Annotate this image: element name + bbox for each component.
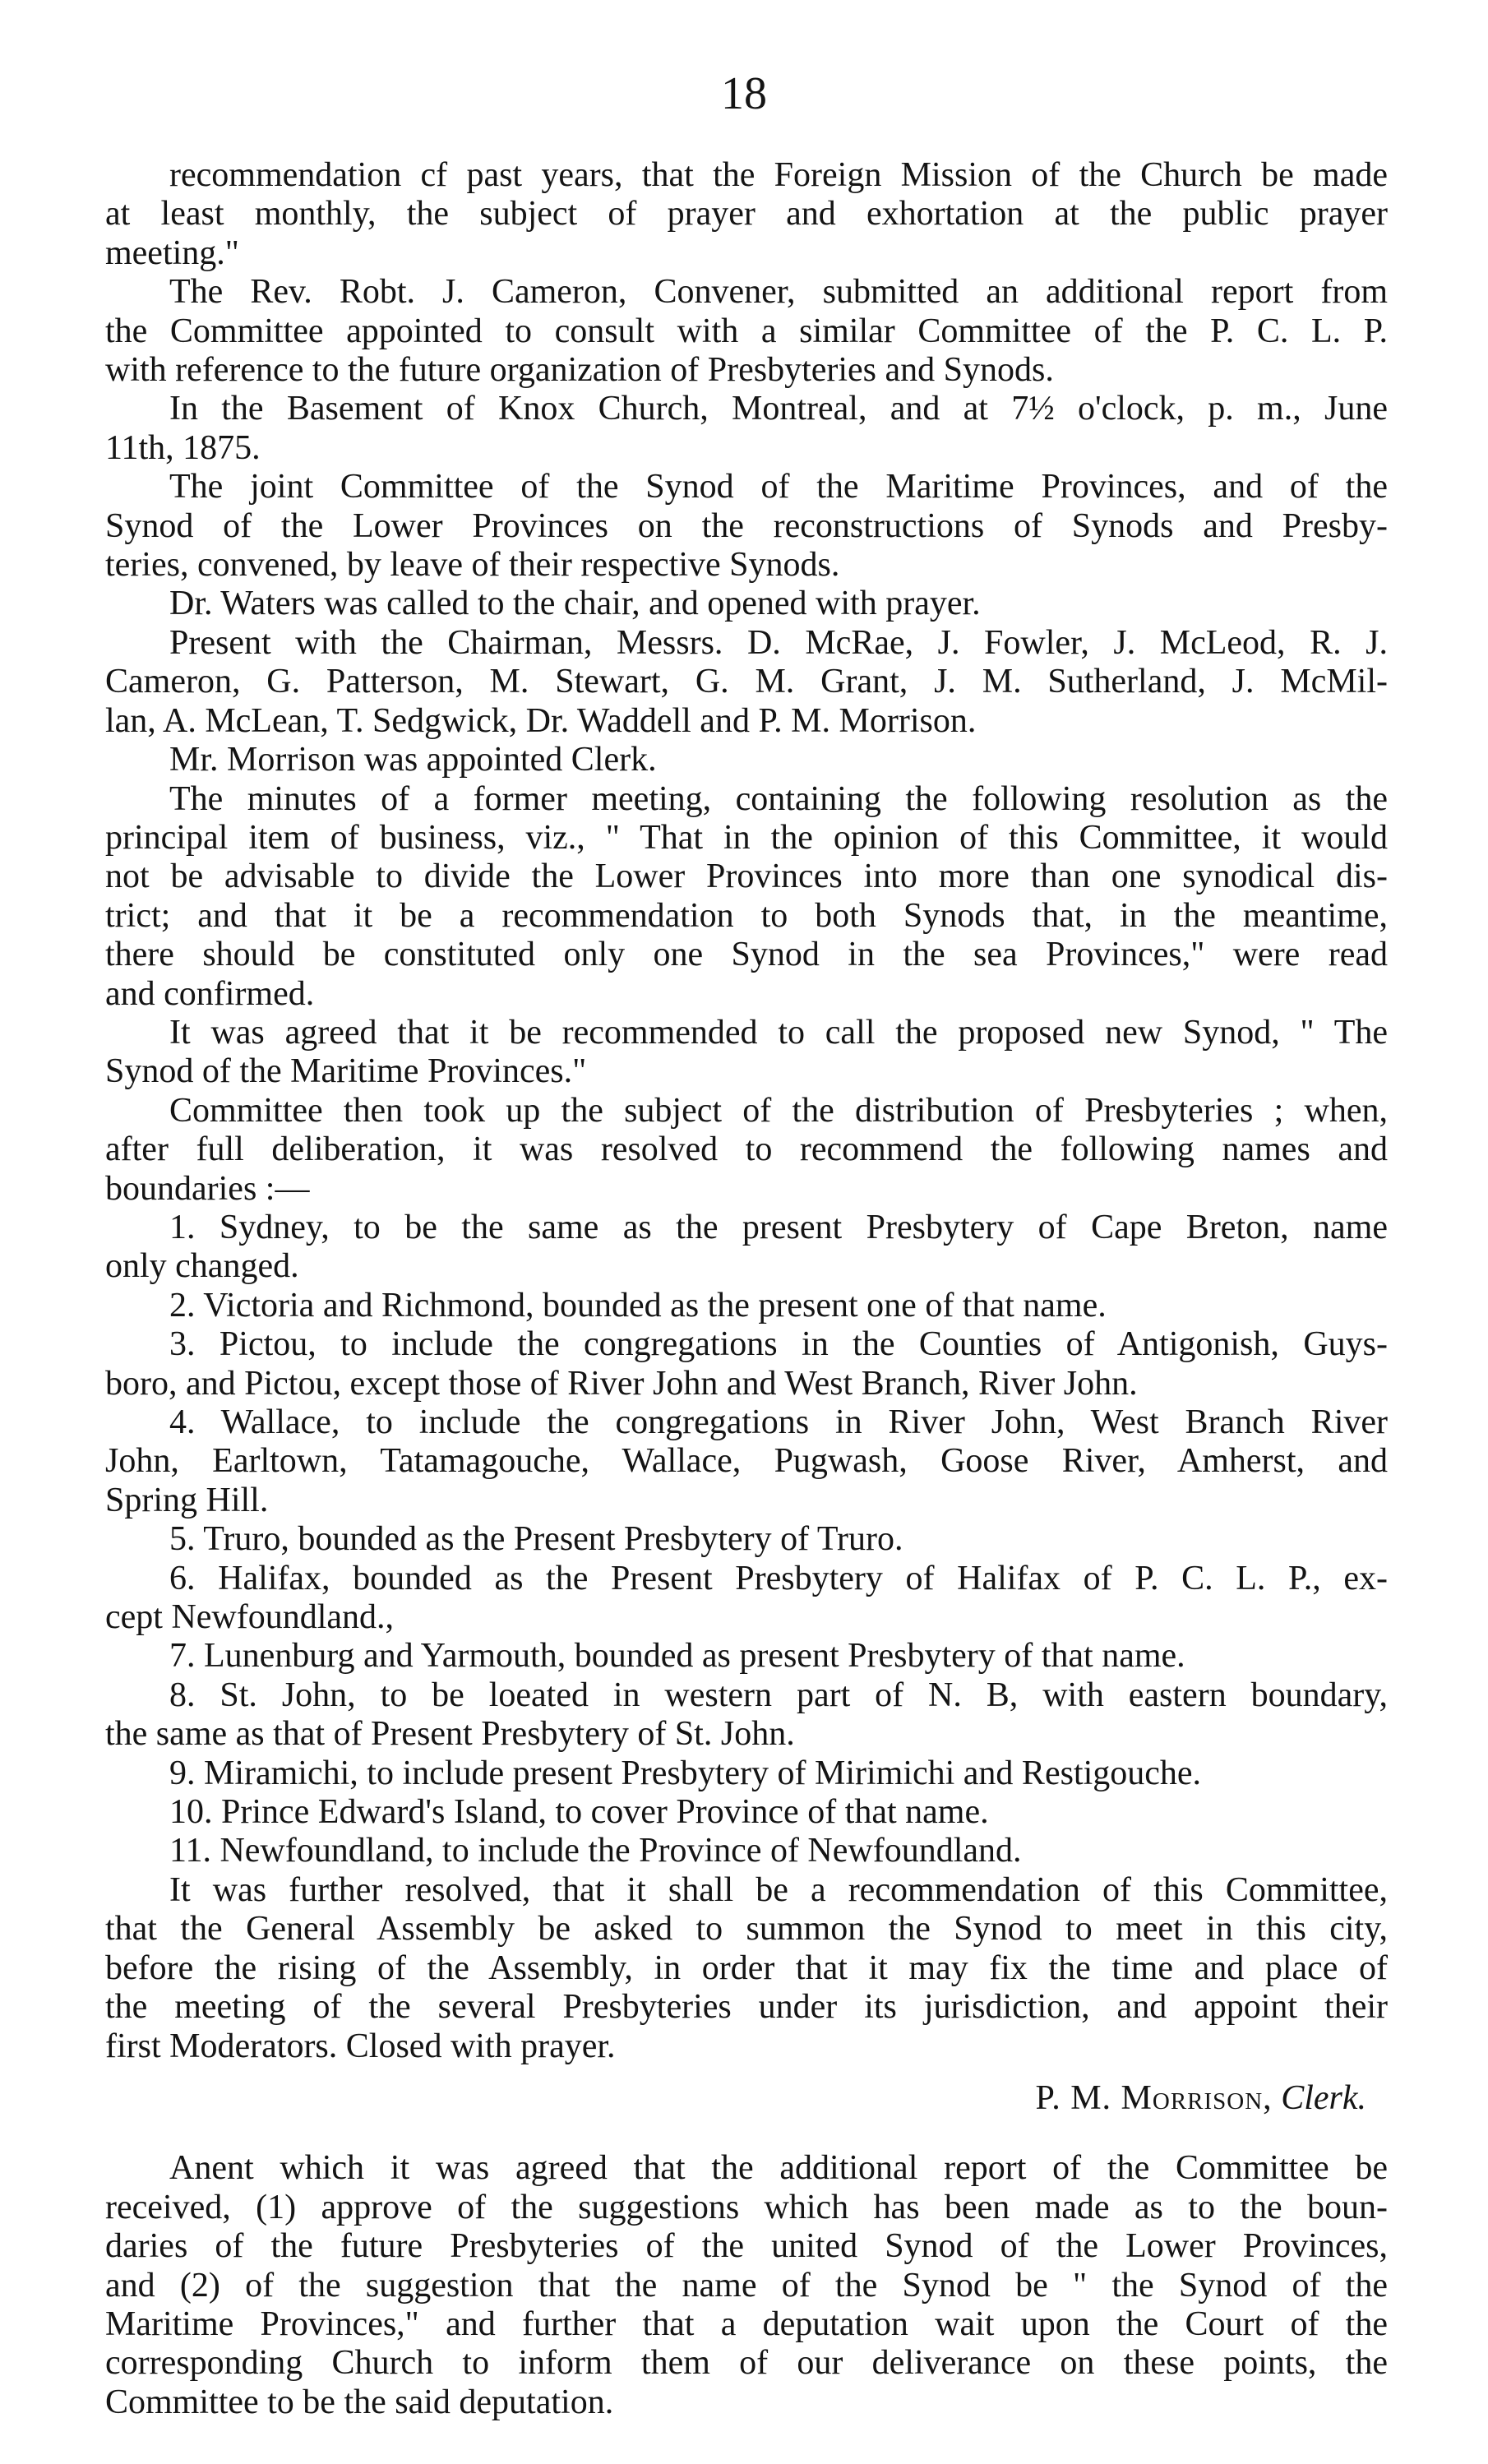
text-line: Mr. Morrison was appointed Clerk. (169, 741, 657, 779)
text-line: The joint Committee of the Synod of the Maritime Provinces, and of the (169, 468, 1388, 506)
text-line: after full deliberation, it was resolved to recommend the following names and (105, 1130, 1388, 1169)
text-line: 11. Newfoundland, to include the Province of Newfoundland. (169, 1832, 1022, 1870)
paragraph (105, 1754, 1388, 1793)
text-line: first Moderators. Closed with prayer. (105, 2027, 616, 2065)
text-line: 6. Halifax, bounded as the Present Presbytery of Halifax of P. C. L. P., ex- (169, 1559, 1388, 1597)
text-line: before the rising of the Assembly, in order that it may fix the time and place of (105, 1949, 1388, 1987)
text-line: not be advisable to divide the Lower Provinces into more than one synodical dis- (105, 858, 1388, 896)
text-line: 11th, 1875. (105, 428, 261, 467)
section-gap (105, 2118, 1388, 2149)
paragraph (105, 1014, 1388, 1092)
clerk-signature (105, 2079, 1388, 2118)
paragraph (105, 1560, 1388, 1638)
text-line: received, (1) approve of the suggestions which has been made as to the boun- (105, 2188, 1388, 2226)
paragraph (105, 156, 1388, 273)
paragraph (105, 1092, 1388, 1209)
paragraph (105, 1403, 1388, 1520)
paragraph (105, 624, 1388, 741)
text-line: meeting." (105, 233, 239, 272)
text-line: and confirmed. (105, 974, 315, 1013)
text-line: boundaries :— (105, 1169, 310, 1208)
paragraph (105, 468, 1388, 585)
text-line: boro, and Pictou, except those of River John and West Branch, River John. (105, 1364, 1138, 1403)
text-line: the Committee appointed to consult with a similar Committee of the P. C. L. P. (105, 312, 1388, 350)
paragraph (105, 1637, 1388, 1676)
text-line: Synod of the Maritime Provinces." (105, 1052, 587, 1091)
text-line: 1. Sydney, to be the same as the present Presbytery of Cape Breton, name (169, 1208, 1388, 1246)
text-line: It was further resolved, that it shall be a recommendation of this Committee, (169, 1870, 1388, 1909)
text-line: there should be constituted only one Synod in the sea Provinces," were read (105, 936, 1388, 974)
text-line: 5. Truro, bounded as the Present Presbytery of Truro. (169, 1520, 903, 1559)
text-line: and (2) of the suggestion that the name of the Synod be " the Synod of the (105, 2266, 1388, 2305)
text-line: teries, convened, by leave of their respective Synods. (105, 546, 840, 585)
text-line: lan, A. McLean, T. Sedgwick, Dr. Waddell and P. M. Morrison. (105, 701, 977, 740)
text-line: Synod of the Lower Provinces on the reconstructions of Synods and Presby- (105, 506, 1388, 545)
paragraph (105, 1287, 1388, 1325)
text-line: John, Earltown, Tatamagouche, Wallace, Pugwash, Goose River, Amherst, and (105, 1442, 1388, 1481)
text-line: Spring Hill. (105, 1481, 269, 1519)
text-line: recommendation cf past years, that the Foreign Mission of the Church be made (169, 156, 1388, 194)
text-line: 8. St. John, to be loeated in western part of N. B, with eastern boundary, (169, 1676, 1388, 1714)
minutes-text (105, 156, 1388, 2066)
document-body (105, 156, 1388, 2422)
text-line: 9. Miramichi, to include present Presbytery of Mirimichi and Restigouche. (169, 1754, 1202, 1792)
text-line: only changed. (105, 1247, 299, 1286)
text-line: 10. Prince Edward's Island, to cover Province of that name. (169, 1793, 989, 1832)
paragraph (105, 1793, 1388, 1832)
text-line: Present with the Chairman, Messrs. D. McRae, J. Fowler, J. McLeod, R. J. (169, 623, 1388, 662)
paragraph (105, 780, 1388, 1014)
text-line: Committee to be the said deputation. (105, 2383, 614, 2421)
text-line: It was agreed that it be recommended to call the proposed new Synod, " The (169, 1013, 1388, 1052)
paragraph (105, 1676, 1388, 1754)
text-line: In the Basement of Knox Church, Montreal, and at 7½ o'clock, p. m., June (169, 390, 1388, 428)
paragraph (105, 2149, 1388, 2422)
text-line: 3. Pictou, to include the congregations in the Counties of Antigonish, Guys- (169, 1325, 1388, 1364)
page-number: 18 (721, 68, 767, 119)
text-line: 4. Wallace, to include the congregations in River John, West Branch River (169, 1403, 1388, 1441)
paragraph (105, 1209, 1388, 1287)
text-line: 7. Lunenburg and Yarmouth, bounded as present Presbytery of that name. (169, 1637, 1185, 1676)
text-line: Dr. Waters was called to the chair, and opened with prayer. (169, 585, 981, 623)
text-line: corresponding Church to inform them of our deliverance on these points, the (105, 2344, 1388, 2383)
paragraph (105, 390, 1388, 468)
text-line: 2. Victoria and Richmond, bounded as the present one of that name. (169, 1286, 1107, 1324)
paragraph (105, 1871, 1388, 2066)
text-line: Committee then took up the subject of the distribution of Presbyteries ; when, (169, 1091, 1388, 1130)
signature-name: P. M. Morrison, (1035, 2078, 1273, 2117)
paragraph (105, 1325, 1388, 1403)
closing-paragraph (105, 2149, 1388, 2422)
paragraph (105, 273, 1388, 390)
text-line: the same as that of Present Presbytery of St. John. (105, 1715, 795, 1754)
text-line: at least monthly, the subject of prayer and exhortation at the public prayer (105, 195, 1388, 233)
text-line: Cameron, G. Patterson, M. Stewart, G. M. Grant, J. M. Sutherland, J. McMil- (105, 663, 1388, 701)
paragraph (105, 585, 1388, 623)
text-line: principal item of business, viz., " That in the opinion of this Committee, it would (105, 818, 1388, 857)
text-line: Anent which it was agreed that the additional report of the Committee be (169, 2149, 1388, 2188)
text-line: with reference to the future organization of Presbyteries and Synods. (105, 351, 1054, 390)
text-line: that the General Assembly be asked to summon the Synod to meet in this city, (105, 1910, 1388, 1949)
paragraph (105, 741, 1388, 779)
text-line: daries of the future Presbyteries of the united Synod of the Lower Provinces, (105, 2227, 1388, 2266)
paragraph (105, 1520, 1388, 1559)
text-line: The Rev. Robt. J. Cameron, Convener, submitted an additional report from (169, 273, 1388, 312)
text-line: trict; and that it be a recommendation to both Synods that, in the meantime, (105, 896, 1388, 935)
text-line: Maritime Provinces," and further that a deputation wait upon the Court of the (105, 2305, 1388, 2343)
text-line: the meeting of the several Presbyteries under its jurisdiction, and appoint their (105, 1988, 1388, 2027)
paragraph (105, 1832, 1388, 1870)
text-line: cept Newfoundland., (105, 1598, 395, 1637)
text-line: The minutes of a former meeting, containing the following resolution as the (169, 779, 1388, 818)
signature-role: Clerk. (1281, 2078, 1366, 2117)
